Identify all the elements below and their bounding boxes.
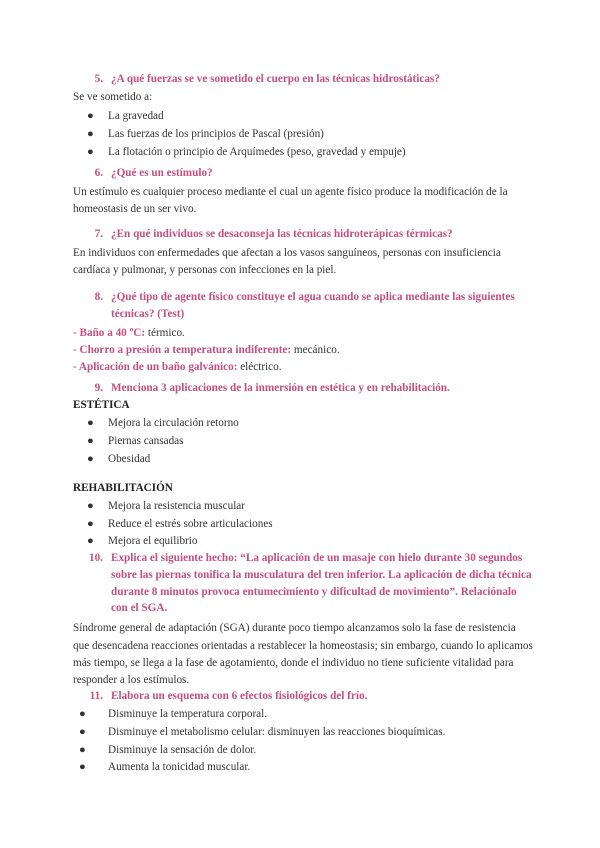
list-item: ● Las fuerzas de los principios de Pascal (presión) <box>73 127 533 142</box>
bullet-list <box>73 416 533 467</box>
bullet-icon: ● <box>87 434 94 447</box>
question-number: 9. <box>94 382 103 394</box>
list-item: ● Mejora la circulación retorno <box>73 416 533 431</box>
question-7-section <box>73 227 533 280</box>
question-text: Menciona 3 aplicaciones de la inmersión en estética y en rehabilitación. <box>111 382 450 394</box>
bullet-icon: ● <box>87 452 94 465</box>
bullet-list <box>73 109 533 160</box>
bullet-icon: ● <box>87 417 94 430</box>
answer-text: Un estímulo es cualquier proceso mediante el cual un agente físico produce la modificación de la homeostasis de un ser vivo. <box>73 186 508 216</box>
bullet-icon: ● <box>79 761 86 774</box>
answer-text: Síndrome general de adaptación (SGA) durante poco tiempo alcanzamos solo la fase de resistencia que desencadena reacciones orientadas a restablecer la homeostasis; sin embargo, cuando lo aplicamos más tiempo, se llega a la fase de agotamiento, donde el individuo no tiene suficiente vitalidad para responder a los estímulos. <box>73 622 533 687</box>
question-6-heading <box>73 166 533 181</box>
bullet-icon: ● <box>79 725 86 738</box>
question-9-section <box>73 381 533 552</box>
answer-intro: Se ve sometido a: <box>73 91 153 104</box>
rehabilitacion-heading: REHABILITACIÓN <box>73 481 173 494</box>
question-9-heading <box>73 381 533 396</box>
technique-line: - Chorro a presión a temperatura indiferente: mecánico. <box>73 343 340 356</box>
question-text: Elabora un esquema con 6 efectos fisiológicos del frío. <box>111 690 368 702</box>
list-item: ● Mejora la resistencia muscular <box>73 499 533 514</box>
list-item: ● Disminuye la temperatura corporal. <box>73 707 533 722</box>
bullet-list <box>73 499 533 550</box>
question-number: 5. <box>94 73 103 85</box>
question-11-section <box>73 689 533 778</box>
bullet-icon: ● <box>79 708 86 721</box>
bullet-icon: ● <box>79 743 86 756</box>
bullet-icon: ● <box>87 499 94 512</box>
question-text: ¿A qué fuerzas se ve sometido el cuerpo en las técnicas hidrostáticas? <box>111 73 440 85</box>
bullet-icon: ● <box>87 110 94 123</box>
question-number: 8. <box>94 291 103 303</box>
answer-text: En individuos con enfermedades que afectan a los vasos sanguíneos, personas con insuficiencia cardíaca y pulmonar, y personas con infecciones en la piel. <box>73 247 501 277</box>
bullet-icon: ● <box>87 145 94 158</box>
question-7-heading <box>73 227 533 242</box>
question-10-section <box>73 550 533 690</box>
question-number: 11. <box>89 690 103 702</box>
question-number: 7. <box>94 228 103 240</box>
question-5-section <box>73 72 533 162</box>
technique-line: - Baño a 40 ºC: térmico. <box>73 326 185 339</box>
list-item: ● Mejora el equilibrio <box>73 534 533 549</box>
question-text: Explica el siguiente hecho: “La aplicación de un masaje con hielo durante 30 segundos sobre las piernas tonifica la musculatura del tren inferior. La aplicación de dicha técnica durante 8 minutos provoca entumecimiento y dificultad de movimiento”. Relaciónalo con el SGA. <box>111 552 532 615</box>
question-number: 6. <box>94 167 103 179</box>
question-6-section <box>73 166 533 219</box>
question-5-heading <box>73 72 533 87</box>
list-item: ● Reduce el estrés sobre articulaciones <box>73 517 533 532</box>
question-number: 10. <box>89 552 103 564</box>
list-item: ● Obesidad <box>73 452 533 467</box>
question-text: ¿En qué individuos se desaconseja las técnicas hidroterápicas térmicas? <box>111 228 453 240</box>
bullet-icon: ● <box>87 127 94 140</box>
list-item: ● Aumenta la tonicidad muscular. <box>73 760 533 775</box>
question-8-heading <box>73 289 533 323</box>
bullet-icon: ● <box>87 517 94 530</box>
list-item: ● Disminuye la sensación de dolor. <box>73 743 533 758</box>
question-text: ¿Qué tipo de agente físico constituye el agua cuando se aplica mediante las siguientes técnicas? (Test) <box>111 291 515 320</box>
question-11-heading <box>73 689 533 704</box>
question-8-section <box>73 289 533 377</box>
list-item: ● Disminuye el metabolismo celular: disminuyen las reacciones bioquímicas. <box>73 725 533 740</box>
list-item: ● La gravedad <box>73 109 533 124</box>
estetica-heading: ESTÉTICA <box>73 399 130 412</box>
list-item: ● La flotación o principio de Arquímedes (peso, gravedad y empuje) <box>73 145 533 160</box>
bullet-list <box>73 707 533 775</box>
question-text: ¿Qué es un estímulo? <box>111 167 213 179</box>
bullet-icon: ● <box>87 535 94 548</box>
technique-line: - Aplicación de un baño galvánico: eléctrico. <box>73 360 282 373</box>
question-10-heading <box>73 550 533 617</box>
list-item: ● Piernas cansadas <box>73 434 533 449</box>
